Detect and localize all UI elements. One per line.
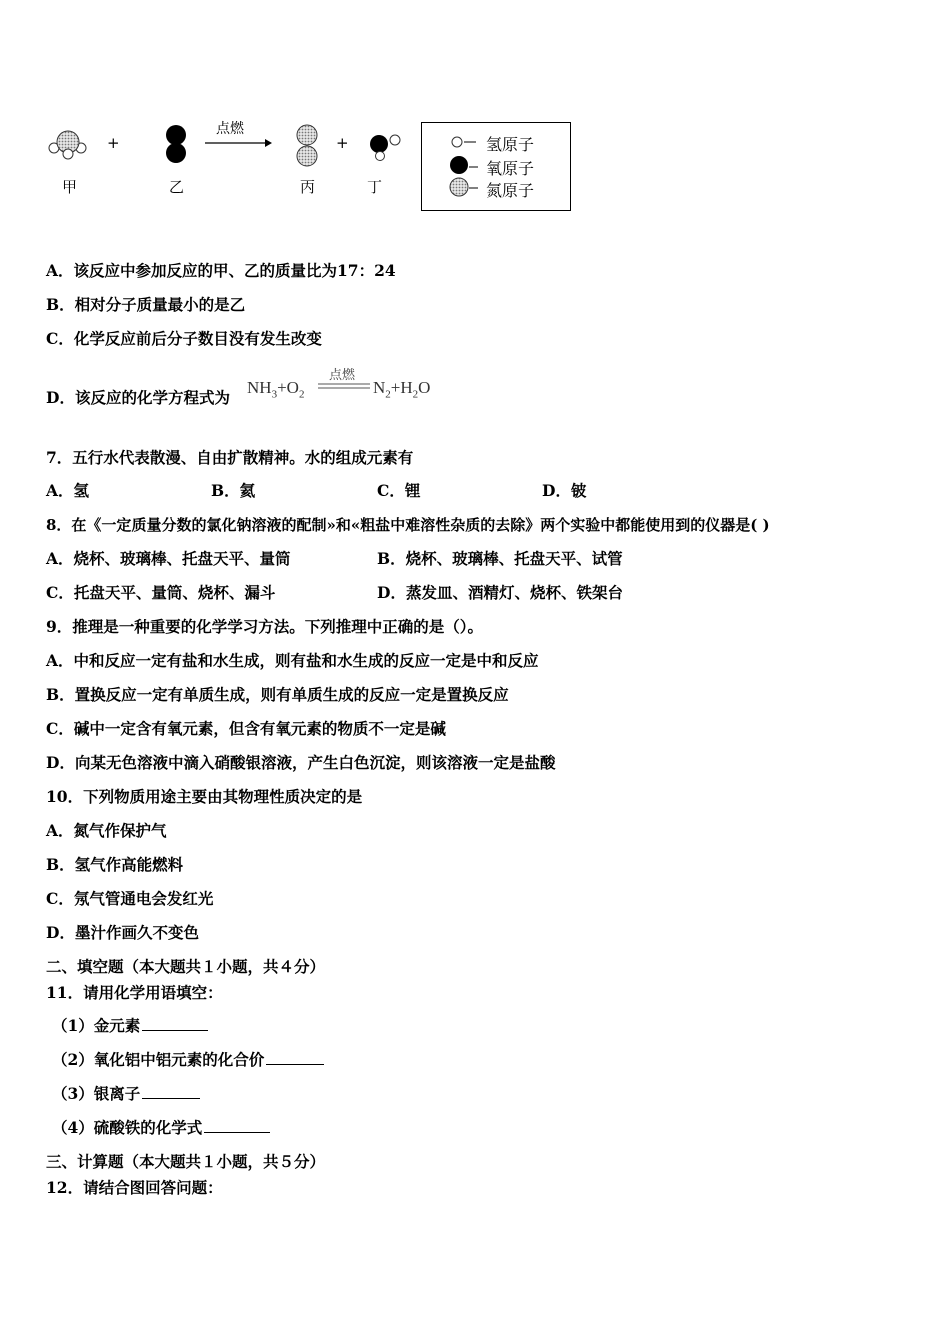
q6-option-d <box>46 388 230 408</box>
q11-item-2: （2）氧化铝中铝元素的化合价 <box>52 1050 324 1070</box>
q9-stem: 9．推理是一种重要的化学学习方法。下列推理中正确的是（）。 <box>46 617 484 636</box>
q6-option-b: B．相对分子质量最小的是乙 <box>46 295 246 314</box>
q10-option-b: B．氢气作高能燃料 <box>46 855 184 874</box>
atom-legend <box>421 122 571 211</box>
reaction-arrow <box>205 139 272 147</box>
section3-title: 三、计算题（本大题共１小题，共５分） <box>46 1152 326 1171</box>
legend-nitrogen: 氮原子 <box>486 181 535 200</box>
q7-option-b: B．氦 <box>211 481 256 500</box>
equation-right-side: $N_2+H_2O$ <box>373 378 431 401</box>
arrow-label: 点燃 <box>216 121 244 137</box>
label-jia: 甲 <box>62 178 78 196</box>
q8-option-d: D．蒸发皿、酒精灯、烧杯、铁架台 <box>377 583 623 602</box>
q8-option-a: A．烧杯、玻璃棒、托盘天平、量筒 <box>46 549 291 568</box>
q7-option-a: A．氢 <box>46 481 90 500</box>
q10-option-d: D．墨汁作画久不变色 <box>46 923 199 942</box>
q10-option-c: C．氖气管通电会发红光 <box>46 889 214 908</box>
answer-blank[interactable] <box>204 1118 270 1133</box>
label-bing: 丙 <box>300 178 316 196</box>
q10-option-a: A．氮气作保护气 <box>46 821 167 840</box>
q9-option-b: B．置换反应一定有单质生成，则有单质生成的反应一定是置换反应 <box>46 685 509 704</box>
legend-hydrogen: 氢原子 <box>486 135 535 154</box>
legend-oxygen: 氧原子 <box>486 159 535 178</box>
equation-condition: 点燃 <box>329 368 356 383</box>
q6-option-d-text: D．该反应的化学方程式为 <box>46 388 230 407</box>
q11-item-1: （1）金元素 <box>52 1016 208 1036</box>
q6-option-c: C．化学反应前后分子数目没有发生改变 <box>46 329 322 348</box>
nitrogen-atom-icon <box>450 178 478 196</box>
q7-stem: 7．五行水代表散漫、自由扩散精神。水的组成元素有 <box>46 448 414 467</box>
answer-blank[interactable] <box>142 1016 208 1031</box>
q8-option-b: B．烧杯、玻璃棒、托盘天平、试管 <box>377 549 623 568</box>
q12-stem: 12．请结合图回答问题： <box>46 1178 223 1197</box>
q9-option-a: A．中和反应一定有盐和水生成，则有盐和水生成的反应一定是中和反应 <box>46 651 539 670</box>
nitrogen-molecule <box>297 125 317 166</box>
equation-left: $NH_3+O_2$ <box>247 378 305 401</box>
q11-item-3: （3）银离子 <box>52 1084 200 1104</box>
chemical-equation <box>247 378 304 400</box>
plus-sign: + <box>336 134 349 152</box>
hydrogen-atom-icon <box>452 137 476 147</box>
q7-option-c: C．锂 <box>377 481 421 500</box>
water-molecule <box>370 135 400 161</box>
section2-title: 二、填空题（本大题共１小题，共４分） <box>46 957 326 976</box>
oxygen-molecule <box>166 125 186 163</box>
answer-blank[interactable] <box>142 1084 200 1099</box>
q11-item-4: （4）硫酸铁的化学式 <box>52 1118 270 1138</box>
q9-option-d: D．向某无色溶液中滴入硝酸银溶液，产生白色沉淀，则该溶液一定是盐酸 <box>46 753 556 772</box>
q6-option-a: A．该反应中参加反应的甲、乙的质量比为17：24 <box>46 261 396 280</box>
oxygen-atom-icon <box>450 156 478 174</box>
q11-stem: 11．请用化学用语填空： <box>46 983 223 1002</box>
plus-sign: + <box>107 134 120 152</box>
answer-blank[interactable] <box>266 1050 324 1065</box>
ammonia-molecule <box>49 131 86 159</box>
label-ding: 丁 <box>367 178 383 196</box>
label-yi: 乙 <box>169 178 185 196</box>
q8-option-c: C．托盘天平、量筒、烧杯、漏斗 <box>46 583 276 602</box>
q7-option-d: D．铍 <box>542 481 587 500</box>
q9-option-c: C．碱中一定含有氧元素，但含有氧元素的物质不一定是碱 <box>46 719 446 738</box>
equation-double-line <box>318 382 370 390</box>
q10-stem: 10．下列物质用途主要由其物理性质决定的是 <box>46 787 363 806</box>
q8-stem: 8．在《一定质量分数的氯化钠溶液的配制»和«粗盐中难溶性杂质的去除》两个实验中都能使用到的仪器是( ) <box>46 516 770 534</box>
